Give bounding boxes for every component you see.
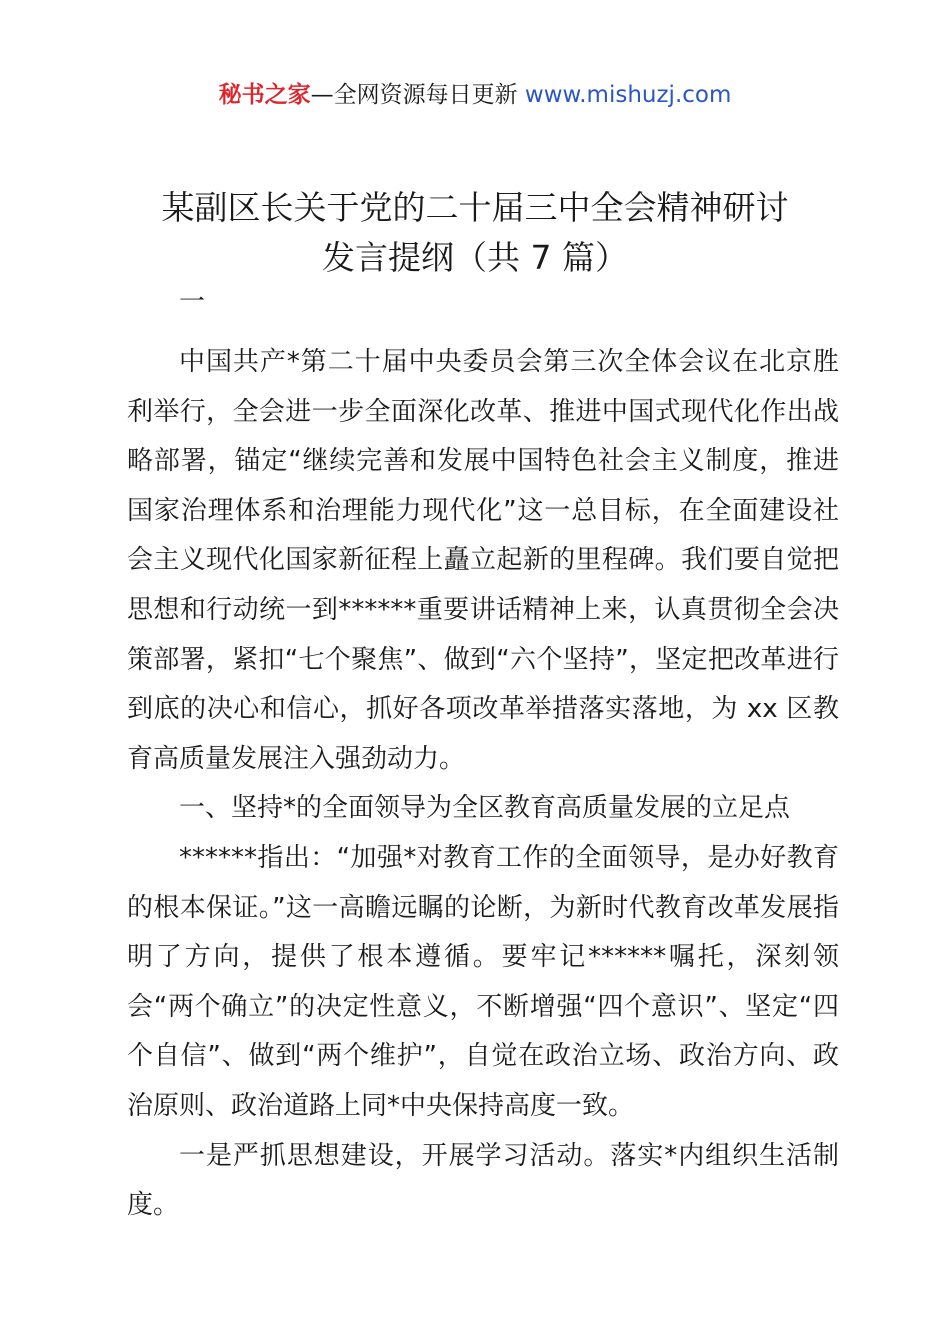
title-line-1: 某副区长关于党的二十届三中全会精神研讨	[161, 188, 789, 227]
paragraph-point-one: 一是严抓思想建设，开展学习活动。落实*内组织生活制度。	[127, 1140, 839, 1221]
title-line-2: 发言提纲（共 7 篇）	[322, 238, 628, 277]
document-title	[60, 183, 890, 283]
document-body	[127, 278, 839, 1231]
banner-slogan: —全网资源每日更新	[310, 82, 518, 108]
paragraph-leadership: ******指出：“加强*对教育工作的全面领导，是办好教育的根本保证。”这一高瞻远瞩的论断，为新时代教育改革发展指明了方向，提供了根本遵循。要牢记******嘱托，深刻领会“两个确立”的决定性意义，不断增强“四个意识”、坚定“四个自信”、做到“两个维护”，自觉在政治立场、政治方向、政治原则、政治道路上同*中央保持高度一致。	[127, 842, 839, 1121]
paragraph-intro: 中国共产*第二十届中央委员会第三次全体会议在北京胜利举行，全会进一步全面深化改革、推进中国式现代化作出战略部署，锚定“继续完善和发展中国特色社会主义制度，推进国家治理体系和治理能力现代化”这一总目标，在全面建设社会主义现代化国家新征程上矗立起新的里程碑。我们要自觉把思想和行动统一到******重要讲话精神上来，认真贯彻全会决策部署，紧扣“七个聚焦”、做到“六个坚持”，坚定把改革进行到底的决心和信心，抓好各项改革举措落实落地，为 xx 区教育高质量发展注入强劲动力。	[127, 347, 839, 774]
section-heading: 一、坚持*的全面领导为全区教育高质量发展的立足点	[179, 793, 791, 824]
site-url: www.mishuzj.com	[524, 82, 732, 108]
brand-name: 秘书之家	[218, 82, 311, 108]
section-number: 一	[179, 287, 206, 317]
site-banner	[0, 78, 950, 112]
